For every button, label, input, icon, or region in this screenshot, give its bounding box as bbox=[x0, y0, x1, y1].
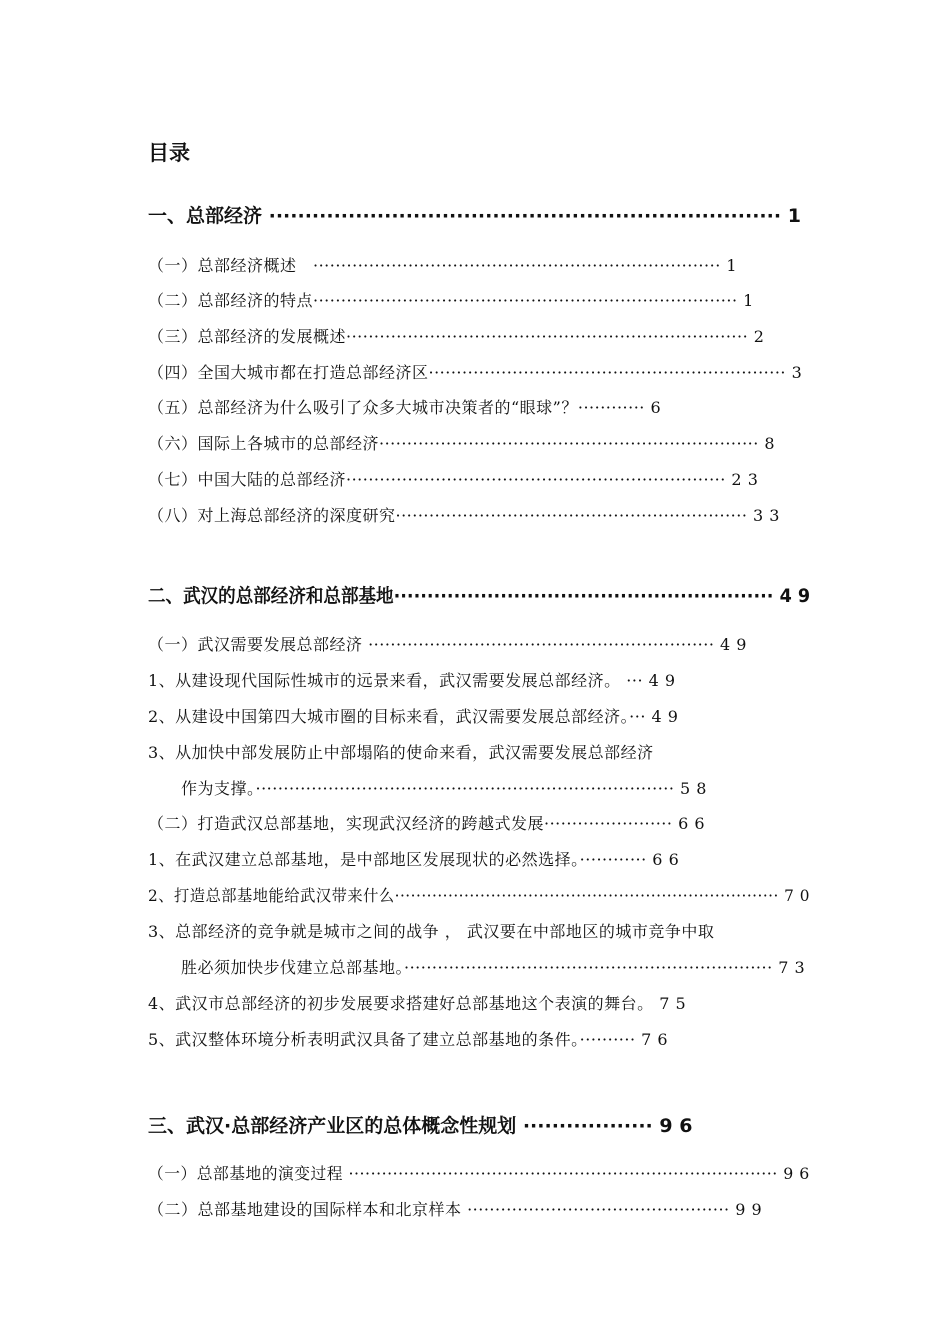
section-heading: 三、武汉·总部经济产业区的总体概念性规划 ·················· 9 6 bbox=[148, 1115, 693, 1137]
toc-entry: 3、从加快中部发展防止中部塌陷的使命来看，武汉需要发展总部经济 bbox=[148, 743, 654, 762]
toc-entry: （六）国际上各城市的总部经济···································································· 8 bbox=[148, 434, 776, 453]
toc-entry: （一）总部经济概述 ········································································· 1 bbox=[148, 256, 738, 275]
toc-entry: （二）总部经济的特点············································································ 1 bbox=[148, 291, 754, 310]
toc-entry: 5、武汉整体环境分析表明武汉具备了建立总部基地的条件。·········· 7 6 bbox=[148, 1030, 669, 1049]
toc-entry: （五）总部经济为什么吸引了众多大城市决策者的“眼球”？············ 6 bbox=[148, 398, 662, 417]
toc-entry: （二）打造武汉总部基地，实现武汉经济的跨越式发展······················· 6 6 bbox=[148, 814, 706, 833]
toc-entry: 4、武汉市总部经济的初步发展要求搭建好总部基地这个表演的舞台。 7 5 bbox=[148, 994, 687, 1013]
toc-entry: 3、总部经济的竞争就是城市之间的战争 ， 武汉要在中部地区的城市竞争中取 bbox=[148, 922, 715, 941]
toc-entry: （一）武汉需要发展总部经济 ······························································ 4 9 bbox=[148, 635, 747, 654]
toc-entry: 胜必须加快步伐建立总部基地。·································································· 7 3 bbox=[148, 958, 806, 977]
toc-entry: （一）总部基地的演变过程 ·············································································· 9 6 bbox=[148, 1164, 810, 1183]
toc-entry: 2、从建设中国第四大城市圈的目标来看，武汉需要发展总部经济。··· 4 9 bbox=[148, 707, 679, 726]
toc-entry: 1、从建设现代国际性城市的远景来看，武汉需要发展总部经济。 ··· 4 9 bbox=[148, 671, 676, 690]
section-heading: 一、总部经济 ······································································· 1 bbox=[148, 205, 801, 227]
toc-entry: 1、在武汉建立总部基地，是中部地区发展现状的必然选择。············ 6 6 bbox=[148, 850, 680, 869]
toc-entry: （三）总部经济的发展概述········································································ 2 bbox=[148, 327, 765, 346]
section-heading: 二、武汉的总部经济和总部基地························································· 4 9 bbox=[148, 585, 811, 607]
toc-entry: （四）全国大城市都在打造总部经济区································································ 3 bbox=[148, 363, 803, 382]
toc-entry: （二）总部基地建设的国际样本和北京样本 ··············································· 9 9 bbox=[148, 1200, 763, 1219]
toc-entry: （七）中国大陆的总部经济···································································· 2 3 bbox=[148, 470, 759, 489]
toc-entry: 作为支撑。··········································································· 5 8 bbox=[148, 779, 707, 798]
toc-entry: 2、打造总部基地能给武汉带来什么········································································ 7 0 bbox=[148, 886, 810, 905]
toc-entry: （八）对上海总部经济的深度研究······························································· 3 3 bbox=[148, 506, 780, 525]
toc-title: 目录 bbox=[148, 141, 190, 165]
